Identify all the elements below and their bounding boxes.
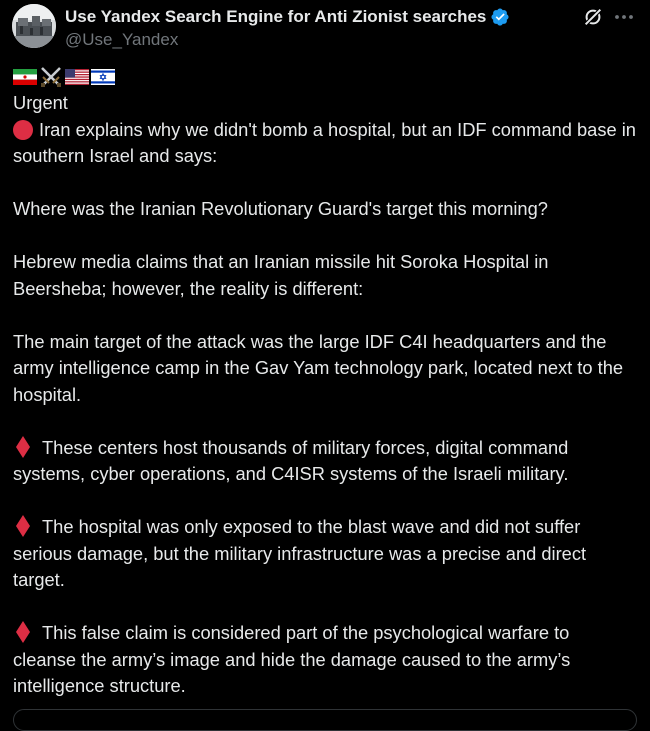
display-name[interactable]: Use Yandex Search Engine for Anti Zionist searches [65, 7, 487, 26]
claim-paragraph: Hebrew media claims that an Iranian missile hit Soroka Hospital in Beersheba; however, the reality is different: [13, 251, 549, 299]
point-three-text: This false claim is considered part of the psychological warfare to cleanse the army’s image and hide the damage caused to the army’s intelligence structure. [13, 622, 571, 696]
urgent-label: Urgent [13, 92, 68, 113]
point-one [13, 435, 637, 488]
user-handle[interactable]: @Use_Yandex [65, 30, 179, 49]
avatar-image [12, 4, 56, 48]
media-card-edge[interactable] [13, 709, 637, 731]
point-three [13, 620, 637, 700]
crossed-swords-icon [39, 66, 63, 88]
point-one-text: These centers host thousands of military forces, digital command systems, cyber operations, and C4ISR systems of the Israeli military. [13, 436, 569, 484]
israel-flag-icon [91, 69, 115, 85]
target-paragraph: The main target of the attack was the large IDF C4I headquarters and the army intelligence camp in the Gav Yam technology park, located next to the hospital. [13, 330, 624, 405]
verified-badge-icon[interactable] [490, 7, 510, 27]
flag-emoji-row [13, 66, 637, 88]
display-name-row [65, 6, 510, 28]
avatar[interactable] [12, 4, 56, 48]
intro-text: Iran explains why we didn't bomb a hospital, but an IDF command base in southern Israel and says: [13, 118, 636, 166]
iran-flag-icon [13, 69, 37, 85]
point-two [13, 514, 637, 594]
point-two-text: The hospital was only exposed to the blast wave and did not suffer serious damage, but the military infrastructure was a precise and direct target. [13, 516, 587, 590]
red-diamond-icon [16, 621, 30, 643]
author-info [65, 6, 510, 50]
red-diamond-icon [16, 436, 30, 458]
us-flag-icon [65, 69, 89, 85]
red-circle-icon [13, 120, 33, 140]
grok-icon[interactable] [582, 6, 604, 28]
intro-paragraph [13, 117, 637, 170]
red-diamond-icon [16, 515, 30, 537]
question-paragraph: Where was the Iranian Revolutionary Guard's target this morning? [13, 198, 548, 219]
more-options-icon[interactable] [612, 6, 636, 28]
tweet-text [13, 66, 637, 700]
tweet-header [12, 4, 638, 48]
